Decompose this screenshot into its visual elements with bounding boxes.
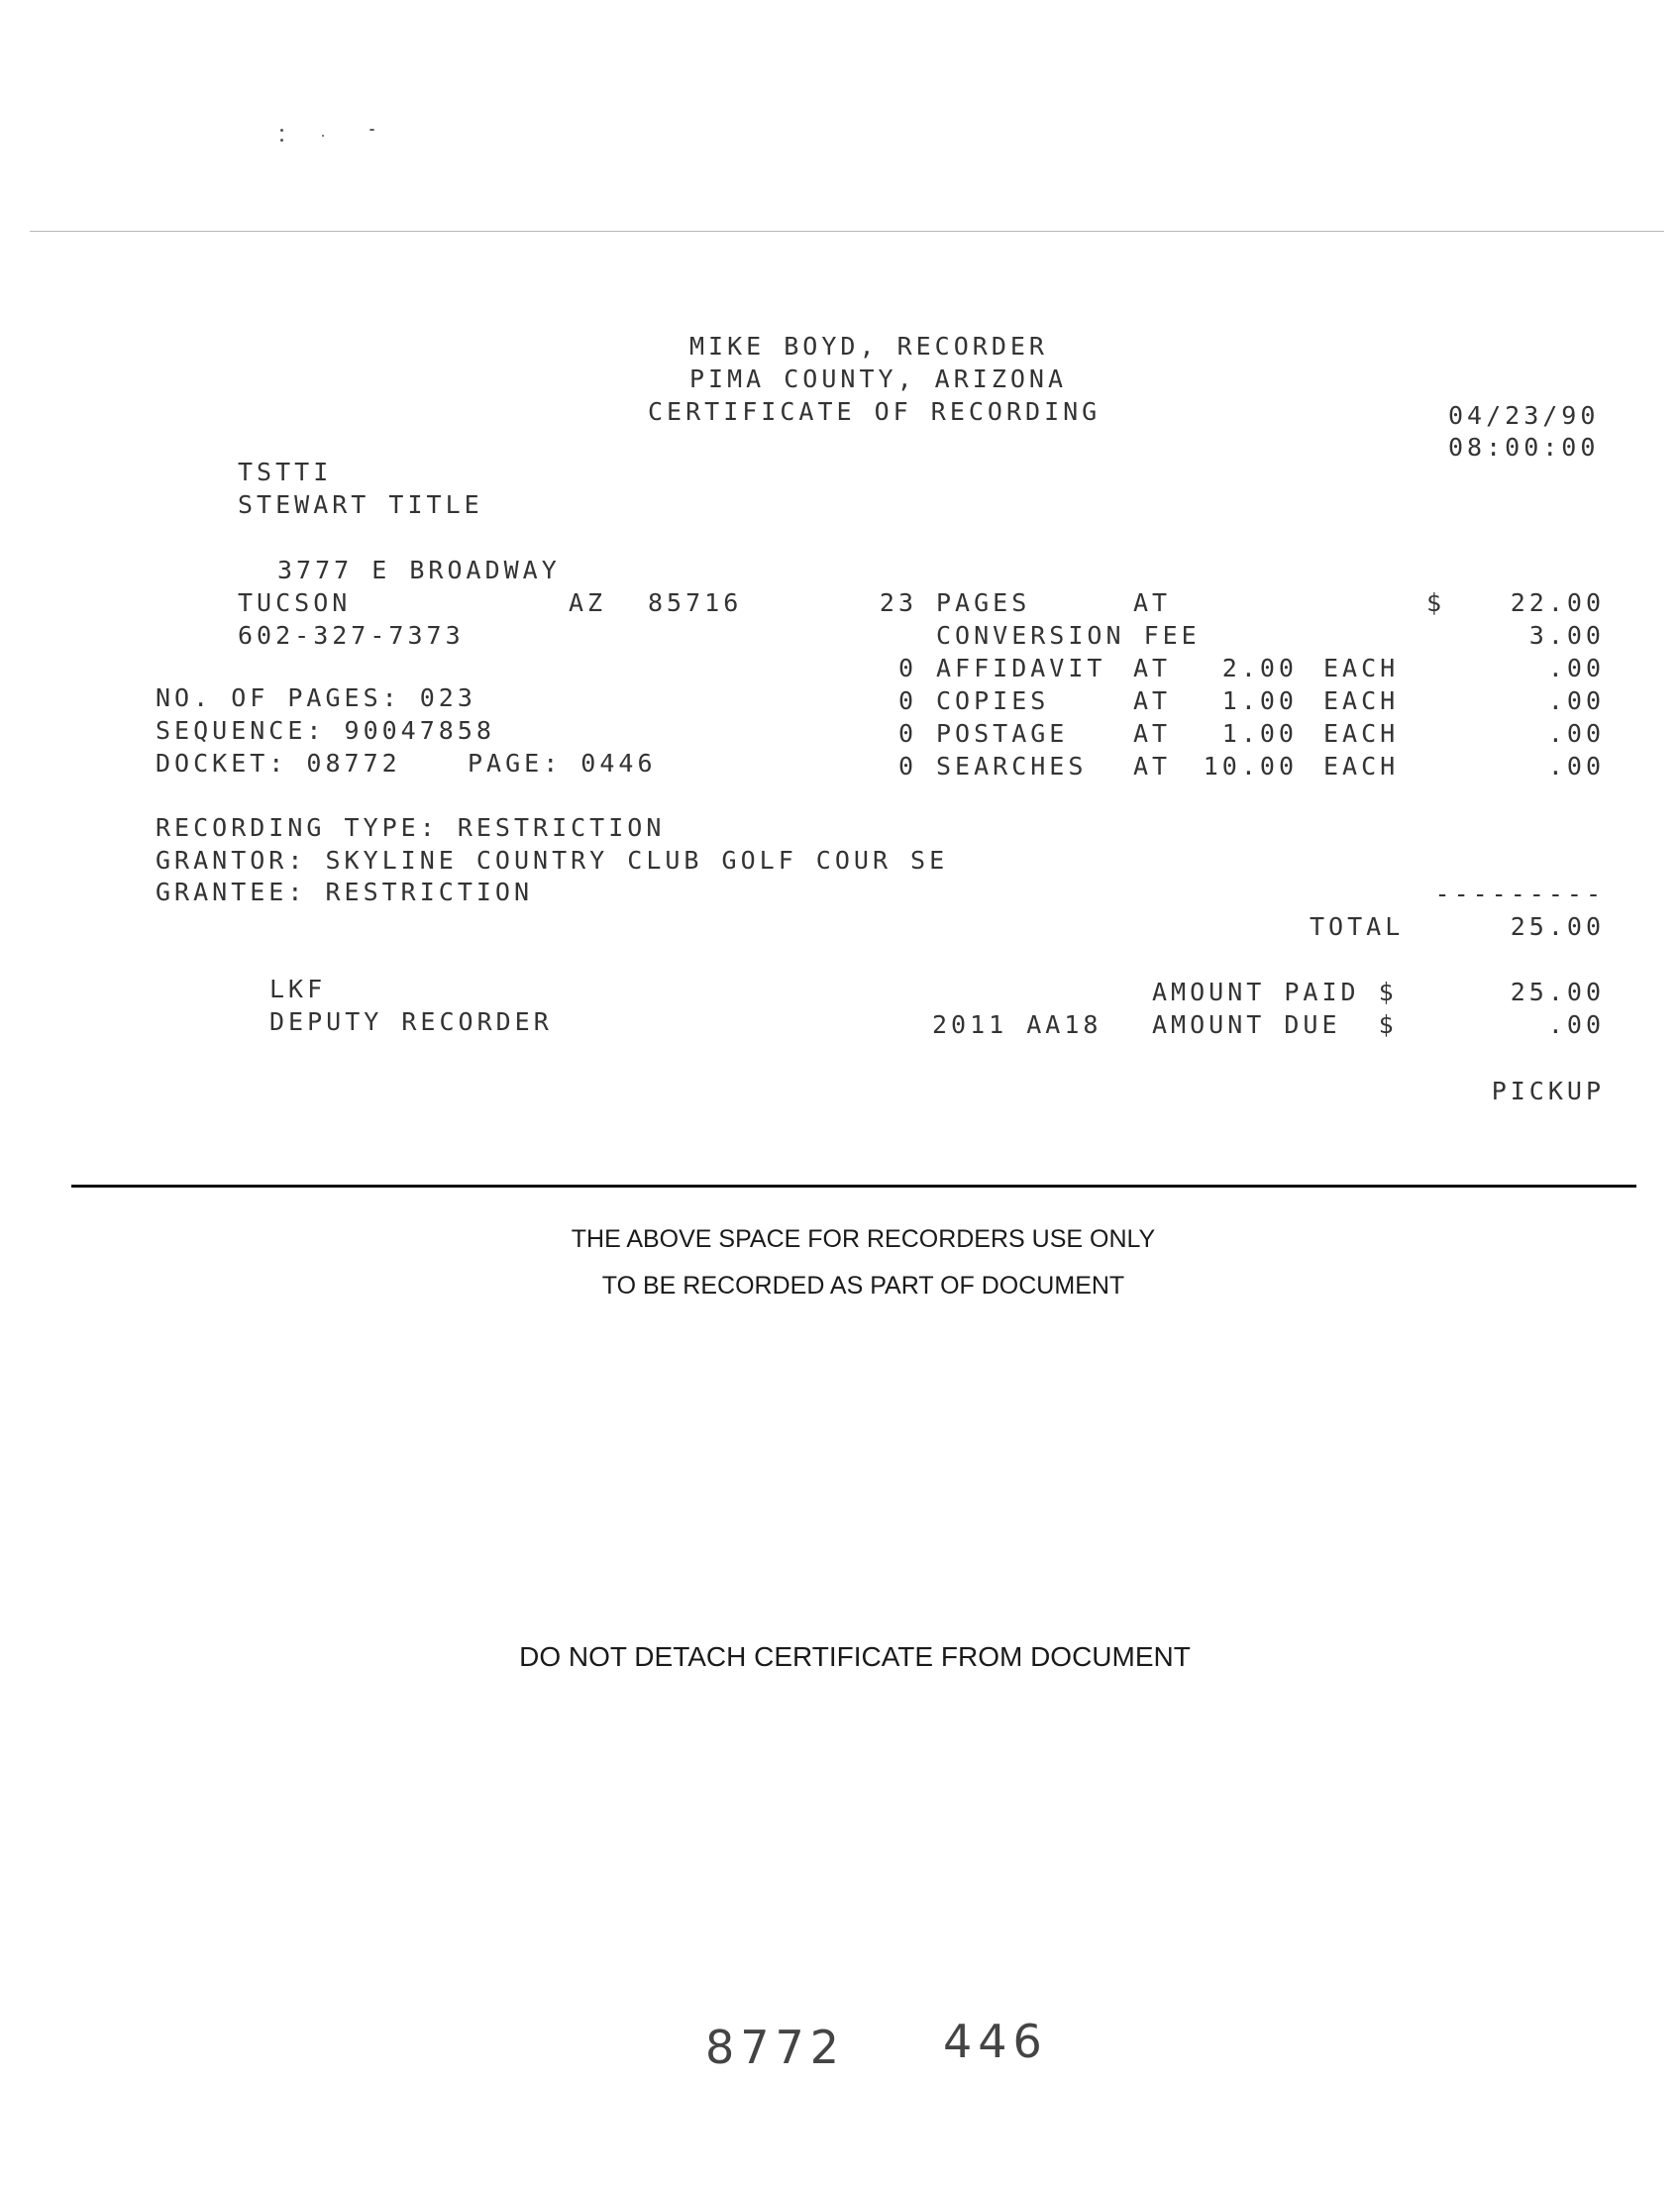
deputy-initials: LKF: [269, 975, 327, 1003]
fee-item: CONVERSION FEE: [936, 621, 1201, 650]
fee-amount: 3.00: [1528, 621, 1605, 650]
grantor: GRANTOR: SKYLINE COUNTRY CLUB GOLF COUR SE: [156, 846, 949, 875]
county-name: PIMA COUNTY, ARIZONA: [689, 364, 1068, 393]
fee-at: AT: [1133, 588, 1172, 617]
recorder-name: MIKE BOYD, RECORDER: [689, 332, 1048, 361]
fee-amount: .00: [1547, 752, 1605, 781]
fee-amount: .00: [1547, 719, 1605, 748]
page-count: NO. OF PAGES: 023: [156, 683, 476, 712]
recorder-space-divider: [71, 1185, 1636, 1188]
recorder-space-notice: THE ABOVE SPACE FOR RECORDERS USE ONLY: [571, 1225, 1156, 1253]
fee-rate: 1.00: [1221, 719, 1298, 748]
addressee-street: 3777 E BROADWAY: [277, 556, 561, 584]
fee-each: EACH: [1323, 752, 1400, 781]
amount-due: .00: [1547, 1010, 1605, 1039]
fee-qty: 0: [897, 719, 917, 748]
deputy-title: DEPUTY RECORDER: [269, 1007, 553, 1036]
fee-item: POSTAGE: [936, 719, 1069, 748]
total-label: TOTAL: [1310, 912, 1405, 941]
total-dashes: ---------: [1434, 880, 1605, 908]
fee-item: PAGES: [936, 588, 1031, 617]
fee-amount: 22.00: [1510, 588, 1605, 617]
docket-number: DOCKET: 08772: [156, 749, 401, 778]
total-amount: 25.00: [1510, 912, 1605, 941]
addressee-zip: 85716: [648, 588, 743, 617]
addressee-city: TUCSON: [238, 588, 352, 617]
fee-qty: 0: [897, 752, 917, 781]
recording-type: RECORDING TYPE: RESTRICTION: [156, 813, 666, 842]
fee-table: [872, 588, 1605, 786]
amount-due-label: AMOUNT DUE $: [1152, 1010, 1398, 1039]
fee-qty: 23: [879, 588, 917, 617]
grantee: GRANTEE: RESTRICTION: [156, 878, 534, 906]
recording-time: 08:00:00: [1448, 433, 1600, 462]
fee-rate: 1.00: [1221, 686, 1298, 715]
certificate-title: CERTIFICATE OF RECORDING: [648, 397, 1102, 426]
handwritten-docket: 8772: [705, 2021, 846, 2074]
pickup-label: PICKUP: [1491, 1077, 1605, 1105]
fee-dollar: $: [1426, 588, 1446, 617]
addressee-code: TSTTI: [238, 458, 333, 486]
fee-each: EACH: [1323, 686, 1400, 715]
sequence-number: SEQUENCE: 90047858: [156, 716, 495, 745]
addressee-state: AZ: [569, 588, 607, 617]
fee-at: AT: [1133, 686, 1172, 715]
amount-paid-label: AMOUNT PAID $: [1152, 978, 1398, 1006]
fee-rate: 10.00: [1203, 752, 1298, 781]
fee-rate: 2.00: [1221, 654, 1298, 682]
fee-qty: 0: [897, 686, 917, 715]
recording-date: 04/23/90: [1448, 401, 1600, 430]
fee-each: EACH: [1323, 654, 1400, 682]
top-divider: [30, 231, 1664, 232]
fee-at: AT: [1133, 752, 1172, 781]
do-not-detach-notice: DO NOT DETACH CERTIFICATE FROM DOCUMENT: [519, 1641, 1191, 1672]
fee-amount: .00: [1547, 654, 1605, 682]
fee-each: EACH: [1323, 719, 1400, 748]
record-part-notice: TO BE RECORDED AS PART OF DOCUMENT: [601, 1272, 1125, 1300]
fee-item: AFFIDAVIT: [936, 654, 1106, 682]
fee-at: AT: [1133, 654, 1172, 682]
addressee-phone: 602-327-7373: [238, 621, 465, 650]
fee-item: SEARCHES: [936, 752, 1088, 781]
fee-qty: 0: [897, 654, 917, 682]
fee-item: COPIES: [936, 686, 1050, 715]
fee-amount: .00: [1547, 686, 1605, 715]
handwritten-page: 446: [943, 2015, 1048, 2068]
receipt-code: 2011 AA18: [932, 1010, 1102, 1039]
docket-page: PAGE: 0446: [468, 749, 657, 778]
fee-at: AT: [1133, 719, 1172, 748]
addressee-name: STEWART TITLE: [238, 490, 483, 519]
amount-paid: 25.00: [1510, 978, 1605, 1006]
